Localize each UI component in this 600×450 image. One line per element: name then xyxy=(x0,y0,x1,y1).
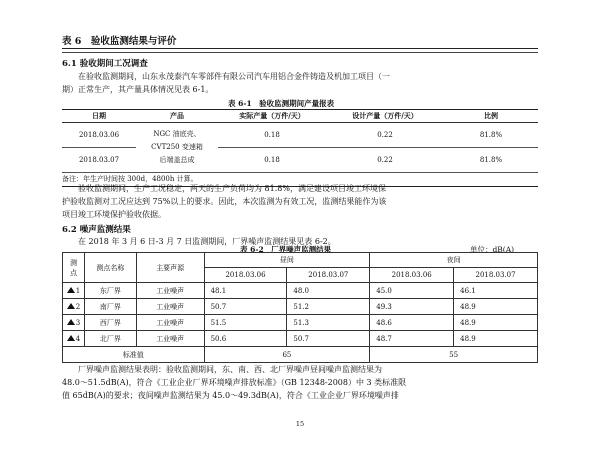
table-row xyxy=(62,148,538,173)
day-value-cell: 51.3 xyxy=(287,315,370,331)
table-header-cell: 设计产量（万件/天） xyxy=(326,110,444,123)
noise-source-cell: 工业噪声 xyxy=(136,283,204,299)
point-header: 测点 xyxy=(63,253,85,283)
table-row xyxy=(63,299,538,315)
product-line: NGC 油底壳、 xyxy=(153,130,201,138)
date-header: 2018.03.06 xyxy=(204,268,287,283)
page-number: 15 xyxy=(295,420,305,428)
paragraph-line: 护验收监测对工况应达到 75%以上的要求。因此，本次监测为有效工况，监测结果能作为该 xyxy=(62,197,387,207)
paragraph-line: 期）正常生产，其产量具体情况见表 6-1。 xyxy=(62,85,214,95)
ratio-cell: 81.8% xyxy=(444,148,538,173)
point-name-cell: 东厂界 xyxy=(84,283,136,299)
day-value-cell: 50.7 xyxy=(204,299,287,315)
table-header-cell: 日期 xyxy=(62,110,136,123)
table-header-cell: 实际产量（万件/天） xyxy=(218,110,326,123)
point-name-cell: 北厂界 xyxy=(84,331,136,347)
nighttime-header: 夜间 xyxy=(370,253,538,268)
noise-result-paragraph xyxy=(62,363,538,403)
point-name-header: 测点名称 xyxy=(84,253,136,283)
table-6-2 xyxy=(62,252,538,363)
date-cell: 2018.03.06 xyxy=(62,123,136,148)
day-value-cell: 51.5 xyxy=(204,315,287,331)
table-6-2-caption: 表 6-2 厂界噪声监测结果 xyxy=(240,245,332,254)
paragraph-line: 验收监测期间，生产工况稳定，两天的生产负荷均为 81.8%，满足建设项目竣工环境保 xyxy=(78,184,386,193)
actual-output-cell: 0.18 xyxy=(218,148,326,173)
table-row xyxy=(63,283,538,299)
triangle-marker-icon xyxy=(67,303,75,309)
daytime-header: 昼间 xyxy=(204,253,370,268)
noise-source-cell: 工业噪声 xyxy=(136,315,204,331)
table-note: 备注：年生产时间按 300d，4800h 计算。 xyxy=(62,173,538,187)
table-header-cell: 比例 xyxy=(444,110,538,123)
date-header: 2018.03.07 xyxy=(454,268,538,283)
paragraph-line: 在验收监测期间，山东永茂泰汽车零部件有限公司汽车用铝合金件铸造及机加工项目（一 xyxy=(78,72,390,81)
day-value-cell: 50.6 xyxy=(204,331,287,347)
date-header: 2018.03.07 xyxy=(287,268,370,283)
night-value-cell: 48.9 xyxy=(454,315,538,331)
header-rule xyxy=(62,48,538,49)
table-row xyxy=(63,331,538,347)
point-id-cell: 1 xyxy=(63,283,85,299)
triangle-marker-icon xyxy=(67,335,75,341)
day-value-cell: 48.1 xyxy=(204,283,287,299)
night-value-cell: 48.6 xyxy=(370,315,454,331)
paragraph-line: 厂界噪声监测结果表明：验收监测期间，东、南、西、北厂界噪声昼间噪声监测结果为 xyxy=(78,365,382,374)
point-id-cell: 4 xyxy=(63,331,85,347)
header-title: 表 6 验收监测结果与评价 xyxy=(62,36,177,47)
point-id-cell: 3 xyxy=(63,315,85,331)
night-value-cell: 49.3 xyxy=(370,299,454,315)
triangle-marker-icon xyxy=(67,287,75,293)
standard-day-value: 65 xyxy=(204,347,370,363)
triangle-marker-icon xyxy=(67,319,75,325)
night-value-cell: 48.9 xyxy=(454,331,538,347)
table-header-row xyxy=(63,253,538,268)
day-value-cell: 51.2 xyxy=(287,299,370,315)
point-name-cell: 西厂界 xyxy=(84,315,136,331)
product-line: 后端盖总成 xyxy=(159,156,195,164)
point-name-cell: 南厂界 xyxy=(84,299,136,315)
paragraph-line: 项目竣工环境保护验收依据。 xyxy=(62,210,166,220)
day-value-cell: 50.7 xyxy=(287,331,370,347)
noise-source-header: 主要声源 xyxy=(136,253,204,283)
table-6-1 xyxy=(62,109,538,187)
noise-source-cell: 工业噪声 xyxy=(136,331,204,347)
night-value-cell: 48.9 xyxy=(454,299,538,315)
date-header: 2018.03.06 xyxy=(370,268,454,283)
standard-row xyxy=(63,347,538,363)
standard-night-value: 55 xyxy=(370,347,538,363)
actual-output-cell: 0.18 xyxy=(218,123,326,148)
day-value-cell: 48.0 xyxy=(287,283,370,299)
night-value-cell: 48.7 xyxy=(370,331,454,347)
table-header-row xyxy=(62,110,538,123)
paragraph-line: 值 65dB(A)的要求；夜间噪声监测结果为 45.0～49.3dB(A)，符合《工业企业厂界环境噪声排 xyxy=(62,391,399,401)
table-row xyxy=(63,315,538,331)
night-value-cell: 45.0 xyxy=(370,283,454,299)
section-6-2-heading: 6.2 噪声监测结果 xyxy=(62,225,131,235)
point-id-cell: 2 xyxy=(63,299,85,315)
table-header-cell: 产品 xyxy=(136,110,218,123)
design-output-cell: 0.22 xyxy=(326,123,444,148)
design-output-cell: 0.22 xyxy=(326,148,444,173)
ratio-cell: 81.8% xyxy=(444,123,538,148)
noise-source-cell: 工业噪声 xyxy=(136,299,204,315)
paragraph-line: 在 2018 年 3 月 6 日-3 月 7 日监测期间，厂界噪声监测结果见表 6-2。 xyxy=(78,237,336,246)
header-rule-thin xyxy=(62,52,538,53)
table-row xyxy=(62,123,538,148)
workload-paragraph xyxy=(62,182,538,222)
table-6-2-unit: 单位：dB(A) xyxy=(470,245,515,254)
date-cell: 2018.03.07 xyxy=(62,148,136,173)
night-value-cell: 46.1 xyxy=(454,283,538,299)
section-6-1-paragraph xyxy=(62,70,538,96)
section-6-1-heading: 6.1 验收期间工况调查 xyxy=(62,59,148,69)
standard-label: 标准值 xyxy=(63,347,205,363)
paragraph-line: 48.0～51.5dB(A)，符合《工业企业厂界环境噪声排放标准》（GB 12348-2008）中 3 类标准限 xyxy=(62,378,407,388)
product-cell xyxy=(136,123,218,173)
table-6-1-caption: 表 6-1 验收监测期间产量报表 xyxy=(228,99,335,108)
product-line: CVT250 变速箱 xyxy=(151,143,203,151)
